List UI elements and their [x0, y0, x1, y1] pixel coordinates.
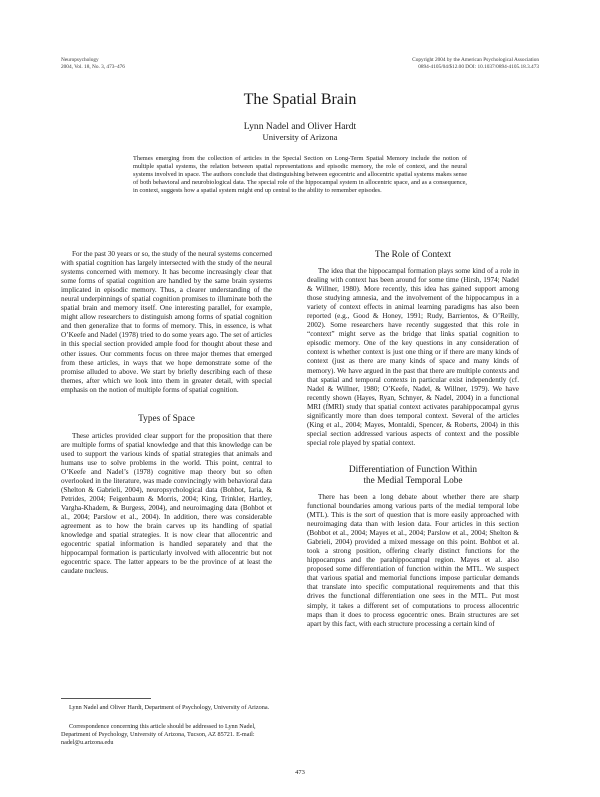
left-column: [61, 250, 272, 577]
journal-citation-header: [61, 57, 125, 70]
footnote-correspondence: Correspondence concerning this article should be addressed to Lynn Nadel, Department of Psychology, University of Arizona, Tucson, AZ 85721. E-mail: nadel@u.arizona.edu: [61, 723, 256, 746]
journal-volume-pages: 2004, Vol. 18, No. 3, 473–476: [61, 63, 125, 70]
role-of-context-paragraph: The idea that the hippocampal formation plays some kind of a role in dealing with context has been around for some time (Hirsh, 1974; Nadel & Willner, 1980). More recently, this idea has gained support among those studying amnesia, and the involvement of the hippocampus in a variety of context effects in animal learning paradigms has also been reported (e.g., Good & Honey, 1991; Rudy, Barrientos, & O’Reilly, 2002). Some researchers have recently suggested that this role in “context” might serve as the bridge that links spatial cognition to episodic memory. One of the key questions in any consideration of context is whether context is just one thing or if there are many kinds of context (just as there are many kinds of space and many kinds of memory). We have argued in the past that there are multiple contexts and that spatial and temporal contexts in particular exist independently (cf. Nadel & Willner, 1980; O’Keefe, Nadel, & Willner, 1979). We have recently shown (Hayes, Ryan, Schnyer, & Nadel, 2004) in a functional MRI (fMRI) study that spatial context activates parahippocampal gyrus significantly more than does temporal context. Several of the articles (King et al., 2004; Mayes, Montaldi, Spencer, & Roberts, 2004) in this special section addressed various aspects of context and the possible special role played by spatial context.: [307, 267, 519, 447]
footnote-divider: [61, 698, 151, 699]
abstract: Themes emerging from the collection of articles in the Special Section on Long-Term Spatial Memory include the notion of multiple spatial systems, the relation between spatial representations and episodic memory, the role of context, and the neural systems involved in space. The authors conclude that distinguishing between egocentric and allocentric spatial systems makes sense of both behavioral and neurobiological data. The special role of the hippocampal system in allocentric space, and as a consequence, in context, suggests how a spatial system might end up central to the ability to remember episodes.: [133, 155, 467, 195]
heading-line-1: Differentiation of Function Within: [348, 464, 478, 475]
differentiation-paragraph: There has been a long debate about whether there are sharp functional boundaries among various parts of the medial temporal lobe (MTL). This is the sort of question that is more easily approached with neuroimaging data than with lesion data. Four articles in this section (Bohbot et al., 2004; Mayes et al., 2004; Parslow et al., 2004; Shelton & Gabrieli, 2004) provided a mixed message on this point. Bohbot et al. took a strong position, offering clearly distinct functions for the hippocampus and the parahippocampal region. Mayes et al. also proposed some differentiation of function within the MTL. We suspect that various spatial and memorial functions impose particular demands that translate into specific computational requirements and that this drives the functional differentiation one sees in the MTL. Put most simply, it takes a different set of computations to process allocentric maps than it does to process egocentric ones. Brain structures are set apart by this fact, with each structure processing a certain kind of: [307, 492, 519, 628]
author-affiliation: University of Arizona: [262, 132, 338, 142]
journal-name: Neuropsychology: [61, 57, 99, 63]
heading-line-2: the Medial Temporal Lobe: [363, 475, 463, 486]
copyright-line: Copyright 2004 by the American Psychological Association: [412, 57, 539, 63]
intro-paragraph: For the past 30 years or so, the study of the neural systems concerned with spatial cognition has largely intersected with the study of the neural systems concerned with memory. It has become increasingly clear that some forms of spatial cognition are handled by the same brain systems implicated in episodic memory. Thus, a clearer understanding of the neural underpinnings of spatial cognition promises to illuminate both the spatial brain and memory itself. One interesting parallel, for example, might allow researchers to distinguish among forms of spatial cognition and then generalize that to forms of memory. This, in essence, is what O’Keefe and Nadel (1978) tried to do some years ago. The set of articles in this special section provided ample food for thought about these and other issues. Our comments focus on three major themes that emerged from these articles, in ways that we hope demonstrate some of the promise alluded to above. We start by briefly describing each of these themes, after which we look into them in greater detail, with special emphasis on the notion of multiple forms of spatial cognition.: [61, 250, 272, 394]
doi-line: 0894-4105/04/$12.00 DOI: 10.1037/0894-4105.18.3.473: [418, 63, 539, 70]
article-authors: Lynn Nadel and Oliver Hardt: [243, 121, 357, 132]
section-heading-differentiation: [307, 465, 519, 487]
section-heading-role-of-context: The Role of Context: [374, 250, 452, 260]
right-column: [307, 250, 519, 629]
copyright-header: [412, 57, 539, 70]
footnote-affiliation: Lynn Nadel and Oliver Hardt, Department of Psychology, University of Arizona.: [69, 704, 270, 711]
section-heading-types-of-space: Types of Space: [138, 413, 195, 424]
article-title: The Spatial Brain: [243, 91, 357, 108]
types-of-space-paragraph: These articles provided clear support for the proposition that there are multiple forms of spatial knowledge and that this knowledge can be used to support the various kinds of spatial strategies that animals and humans use to solve problems in the world. This point, central to O’Keefe and Nadel’s (1978) cognitive map theory but so often overlooked in the literature, was made convincingly with behavioral data (Shelton & Gabrieli, 2004), neuropsychological data (Bohbot, Iaria, & Petrides, 2004; Feigenbaum & Morris, 2004; King, Trinkler, Hartley, Vargha-Khadem, & Burgess, 2004), and neuroimaging data (Bohbot et al., 2004; Parslow et al., 2004). In addition, there was considerable agreement as to how the brain carves up its handling of spatial knowledge and spatial strategies. It is now clear that allocentric and egocentric spatial information is handled separately and that the hippocampal formation is particularly involved with allocentric but not egocentric space. The latter appears to be the province of at least the caudate nucleus.: [61, 431, 272, 576]
page-number: 473: [295, 769, 305, 776]
